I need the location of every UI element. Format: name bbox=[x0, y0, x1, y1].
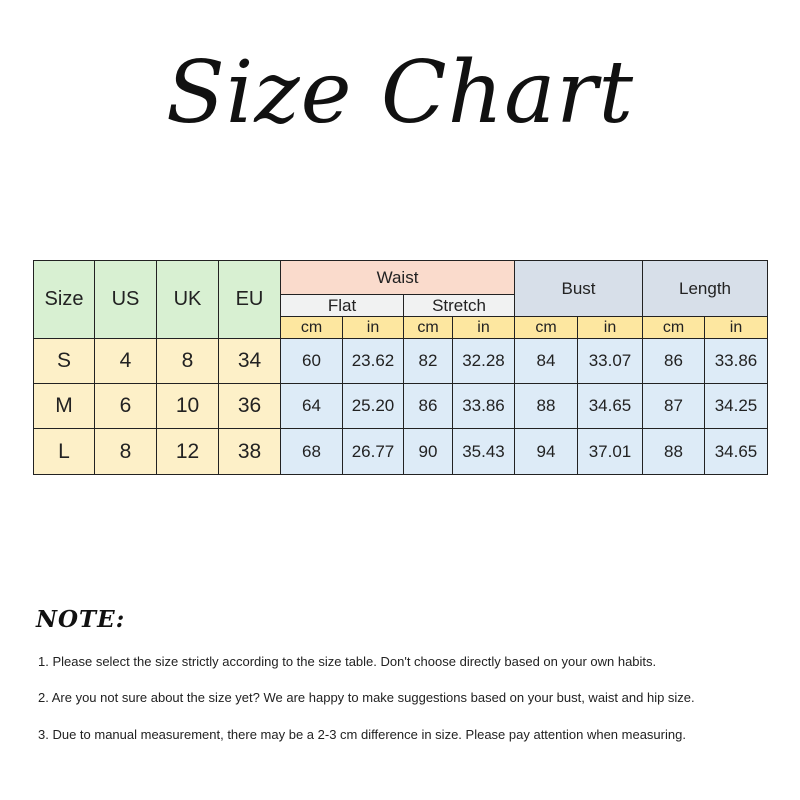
cell-bust-cm: 84 bbox=[515, 339, 578, 384]
cell-waist-stretch-in: 35.43 bbox=[453, 429, 515, 475]
table-row bbox=[34, 384, 768, 429]
cell-length-cm: 86 bbox=[643, 339, 705, 384]
cell-uk: 8 bbox=[157, 339, 219, 384]
cell-uk: 12 bbox=[157, 429, 219, 475]
table-row bbox=[34, 429, 768, 475]
header-size: Size bbox=[34, 261, 95, 339]
cell-waist-stretch-cm: 90 bbox=[404, 429, 453, 475]
cell-bust-cm: 94 bbox=[515, 429, 578, 475]
table-row bbox=[34, 339, 768, 384]
header-eu: EU bbox=[219, 261, 281, 339]
cell-eu: 34 bbox=[219, 339, 281, 384]
cell-size: M bbox=[34, 384, 95, 429]
cell-us: 4 bbox=[95, 339, 157, 384]
unit-header: in bbox=[343, 317, 404, 339]
unit-header: cm bbox=[515, 317, 578, 339]
header-length: Length bbox=[643, 261, 768, 317]
cell-eu: 36 bbox=[219, 384, 281, 429]
header-waist: Waist bbox=[281, 261, 515, 295]
unit-header: in bbox=[705, 317, 768, 339]
cell-waist-flat-cm: 60 bbox=[281, 339, 343, 384]
cell-waist-flat-in: 26.77 bbox=[343, 429, 404, 475]
cell-length-cm: 87 bbox=[643, 384, 705, 429]
cell-waist-flat-in: 25.20 bbox=[343, 384, 404, 429]
unit-header: in bbox=[578, 317, 643, 339]
cell-waist-flat-in: 23.62 bbox=[343, 339, 404, 384]
header-stretch: Stretch bbox=[404, 295, 515, 317]
cell-us: 8 bbox=[95, 429, 157, 475]
unit-header: cm bbox=[281, 317, 343, 339]
cell-waist-stretch-in: 32.28 bbox=[453, 339, 515, 384]
cell-waist-flat-cm: 68 bbox=[281, 429, 343, 475]
cell-waist-flat-cm: 64 bbox=[281, 384, 343, 429]
unit-header: cm bbox=[404, 317, 453, 339]
cell-length-in: 34.25 bbox=[705, 384, 768, 429]
cell-us: 6 bbox=[95, 384, 157, 429]
cell-size: S bbox=[34, 339, 95, 384]
cell-bust-in: 37.01 bbox=[578, 429, 643, 475]
cell-length-in: 33.86 bbox=[705, 339, 768, 384]
header-flat: Flat bbox=[281, 295, 404, 317]
cell-waist-stretch-cm: 86 bbox=[404, 384, 453, 429]
header-bust: Bust bbox=[515, 261, 643, 317]
header-us: US bbox=[95, 261, 157, 339]
cell-waist-stretch-in: 33.86 bbox=[453, 384, 515, 429]
cell-bust-in: 33.07 bbox=[578, 339, 643, 384]
cell-eu: 38 bbox=[219, 429, 281, 475]
cell-bust-cm: 88 bbox=[515, 384, 578, 429]
cell-uk: 10 bbox=[157, 384, 219, 429]
cell-waist-stretch-cm: 82 bbox=[404, 339, 453, 384]
header-uk: UK bbox=[157, 261, 219, 339]
cell-size: L bbox=[34, 429, 95, 475]
page-title: Size Chart bbox=[165, 43, 635, 143]
size-table bbox=[33, 260, 768, 475]
note-item-2: 2. Are you not sure about the size yet? We are happy to make suggestions based on your bust, waist and hip size. bbox=[38, 690, 695, 705]
cell-bust-in: 34.65 bbox=[578, 384, 643, 429]
unit-header: cm bbox=[643, 317, 705, 339]
unit-header: in bbox=[453, 317, 515, 339]
note-title: NOTE: bbox=[36, 606, 126, 633]
cell-length-cm: 88 bbox=[643, 429, 705, 475]
cell-length-in: 34.65 bbox=[705, 429, 768, 475]
note-item-3: 3. Due to manual measurement, there may be a 2-3 cm difference in size. Please pay attention when measuring. bbox=[38, 727, 686, 742]
note-item-1: 1. Please select the size strictly according to the size table. Don't choose directly based on your own habits. bbox=[38, 654, 657, 669]
